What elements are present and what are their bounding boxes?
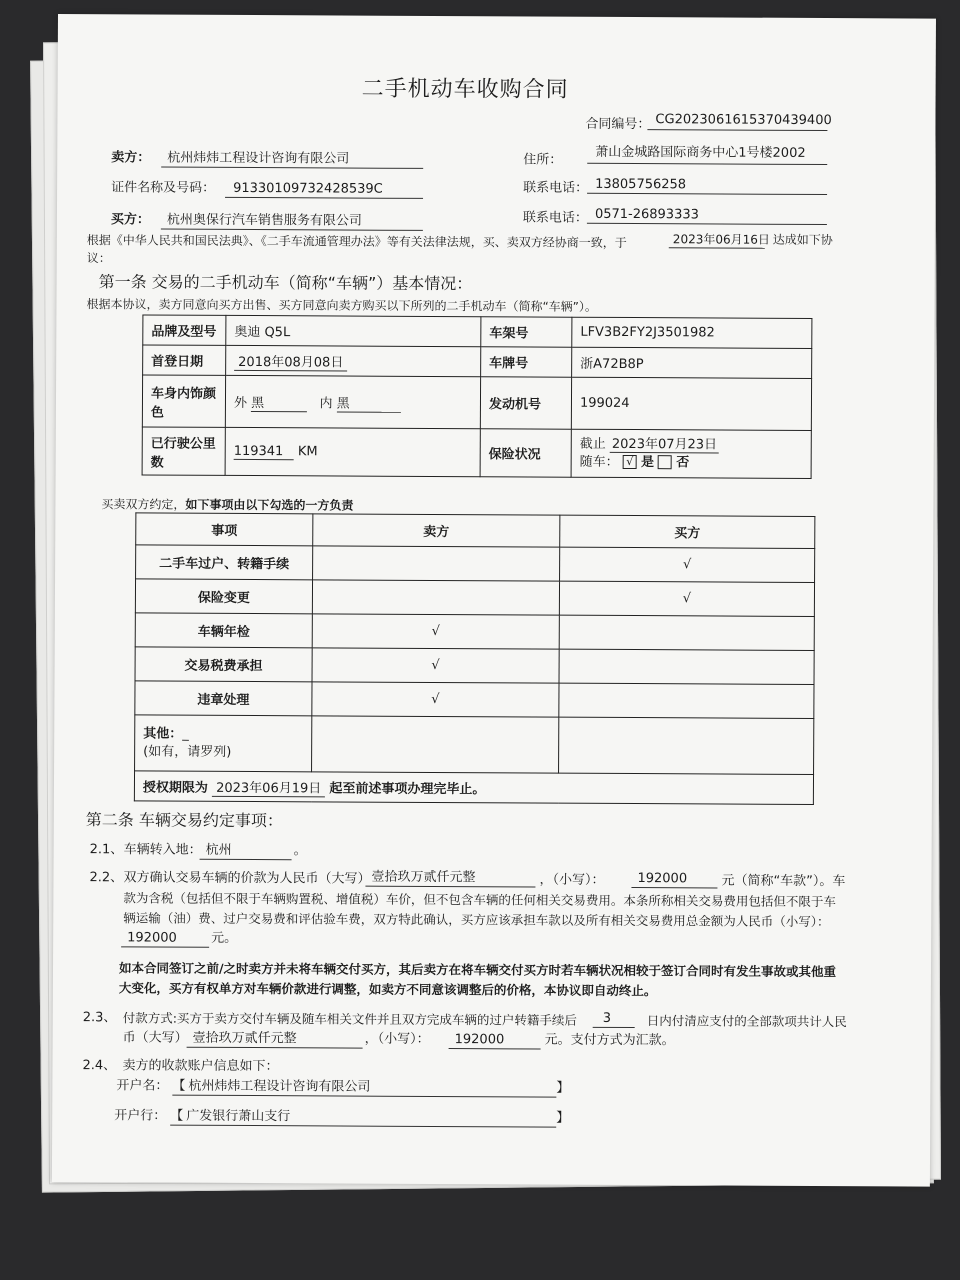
- col-item-header: 事项: [136, 513, 313, 546]
- color-value: 外 黑 内 黑: [225, 375, 480, 428]
- payment-lower: 192000: [454, 1032, 505, 1048]
- payment-days: 3: [602, 1010, 612, 1026]
- section-2-1-end: 。: [293, 843, 307, 859]
- engine-label: 发动机号: [480, 377, 571, 429]
- reg-date-label: 首登日期: [143, 345, 226, 375]
- vin-value: LFV3B2FY2J3501982: [572, 317, 812, 348]
- bracket: 【: [172, 1078, 186, 1094]
- seller-phone: 13805756258: [595, 176, 687, 193]
- brand-label: 品牌及型号: [143, 315, 226, 345]
- preamble-text: 根据《中华人民共和国民法典》、《二手车流通管理办法》等有关法律法规，买、卖双方经协商一致，于: [86, 233, 627, 250]
- section-2-3-text: ，（小写）：: [364, 1031, 430, 1047]
- vin-label: 车架号: [481, 317, 572, 347]
- seller-phone-label: 联系电话：: [523, 180, 589, 196]
- seller-address-label: 住所：: [523, 152, 563, 168]
- insurance-value: 截止 2023年07月23日 随车： √ 是 否: [571, 429, 811, 478]
- bank-name: 广发银行萧山支行: [186, 1108, 291, 1125]
- section-2-2-text: 元。: [211, 930, 238, 946]
- preamble-text: 议：: [86, 251, 111, 266]
- payment-upper: 壹拾玖万贰仟元整: [192, 1030, 297, 1047]
- section-2-2-text: ，（小写）：: [539, 872, 605, 888]
- contract-title: 二手机动车收购合同: [361, 76, 569, 103]
- col-seller-header: 卖方: [313, 514, 560, 547]
- insurance-label: 保险状况: [480, 429, 571, 477]
- with-car-no-checkbox[interactable]: [658, 455, 672, 469]
- price-upper: 壹拾玖万贰仟元整: [371, 869, 476, 886]
- agreement-date: 2023年06月16日: [672, 232, 770, 247]
- contract-no-label: 合同编号：: [585, 116, 651, 133]
- contract-page: [52, 14, 936, 1187]
- contract-no-value: CG2023061615370439400: [655, 112, 832, 129]
- reg-date-value: 2018年08月08日: [226, 345, 481, 376]
- seller-address: 萧山金城路国际商务中心1号楼2002: [595, 144, 806, 161]
- adjustment-clause: 大变化，买方有权单方对车辆价款进行调整，如卖方不同意该调整后的价格，本协议即自动终止。: [118, 980, 657, 999]
- table-row: 二手车过户、转籍手续 √: [136, 545, 815, 583]
- total-amount: 192000: [127, 930, 177, 946]
- bank-label: 开户行：: [114, 1108, 167, 1124]
- buyer-name: 杭州奥保行汽车销售服务有限公司: [166, 212, 362, 229]
- bracket: 】: [556, 1110, 570, 1126]
- table-row: 保险变更 √: [135, 579, 814, 617]
- transfer-location: 杭州: [205, 842, 232, 858]
- responsibility-intro: 买卖双方约定，如下事项由以下勾选的一方负责: [101, 497, 354, 513]
- seller-id-label: 证件名称及号码：: [111, 180, 216, 196]
- table-row: 违章处理 √: [135, 681, 814, 719]
- responsibility-table: [134, 512, 816, 805]
- plate-label: 车牌号: [481, 347, 572, 377]
- other-row: 其他：_ (如有，请罗列): [135, 715, 814, 775]
- section-2-2-text: 款为含税（包括但不限于车辆购置税、增值税）车价，但不包含车辆的任何相关交易费用。本条所称相关交易费用包括但不限于车: [123, 890, 836, 910]
- account-name: 杭州炜炜工程设计咨询有限公司: [188, 1078, 371, 1095]
- section-2-3-no: 2.3、: [82, 1010, 117, 1026]
- engine-value: 199024: [571, 377, 811, 430]
- section-2-2-text: 辆运输（油）费、过户交易费和评估验车费，双方特此确认，买方应该承担车款以及所有相关交易费用总金额为人民币（小写）：: [123, 910, 830, 930]
- with-car-yes-checkbox[interactable]: √: [623, 455, 637, 469]
- section-2-2-no: 2.2、: [89, 870, 124, 886]
- bracket: 【: [170, 1108, 184, 1124]
- plate-value: 浙A72B8P: [572, 347, 812, 378]
- col-buyer-header: 买方: [560, 515, 815, 548]
- section-2-2-text: 元（简称“车款”）。车: [721, 873, 846, 890]
- account-name-label: 开户名：: [116, 1078, 169, 1094]
- preamble-text: 达成如下协: [772, 232, 833, 248]
- section-2-2-text: 双方确认交易车辆的价款为人民币（大写）: [123, 870, 371, 887]
- seller-id-value: 91330109732428539C: [233, 180, 383, 197]
- article2-heading: 第二条 车辆交易约定事项：: [85, 810, 283, 831]
- buyer-label: 买方：: [110, 212, 150, 228]
- table-row: 交易税费承担 √: [135, 647, 814, 685]
- seller-name: 杭州炜炜工程设计咨询有限公司: [167, 150, 350, 167]
- brand-value: 奥迪 Q5L: [226, 315, 481, 346]
- buyer-phone-label: 联系电话：: [522, 210, 588, 226]
- table-row: 车辆年检 √: [135, 613, 814, 651]
- vehicle-info-table: [142, 314, 813, 479]
- seller-label: 卖方：: [111, 150, 151, 166]
- color-label: 车身内饰颜色: [142, 375, 225, 427]
- section-2-4-no: 2.4、: [82, 1058, 117, 1074]
- section-2-3-text: 元。支付方式为汇款。: [544, 1032, 675, 1049]
- article1-intro: 根据本协议，卖方同意向买方出售、买方同意向卖方购买以下所列的二手机动车（简称“车辆”）。: [86, 297, 597, 314]
- mileage-label: 已行驶公里数: [142, 427, 225, 475]
- section-2-4-label: 卖方的收款账户信息如下：: [122, 1058, 279, 1075]
- price-lower: 192000: [637, 871, 688, 887]
- authorization-deadline: 2023年06月19日: [212, 781, 325, 798]
- adjustment-clause: 如本合同签订之前/之时卖方并未将车辆交付买方，其后卖方在将车辆交付买方时若车辆状况相较于签订合同时有发生事故或其他重: [118, 960, 837, 980]
- section-2-3-text: 付款方式:买方于卖方交付车辆及随车相关文件并且双方完成车辆的过户转籍手续后: [122, 1010, 577, 1028]
- mileage-value: 119341 KM: [225, 427, 480, 476]
- article1-heading: 第一条 交易的二手机动车（简称“车辆”）基本情况：: [98, 272, 473, 294]
- section-2-3-text: 日内付清应支付的全部款项共计人民: [646, 1013, 847, 1030]
- bracket: 】: [556, 1080, 570, 1096]
- section-2-1-no: 2.1、: [89, 842, 124, 858]
- section-2-1-label: 车辆转入地：: [123, 842, 202, 858]
- deadline-row: 授权期限为 2023年06月19日 起至前述事项办理完毕止。: [134, 771, 813, 805]
- buyer-phone: 0571-26893333: [594, 206, 699, 223]
- section-2-3-text: 币（大写）: [122, 1030, 188, 1046]
